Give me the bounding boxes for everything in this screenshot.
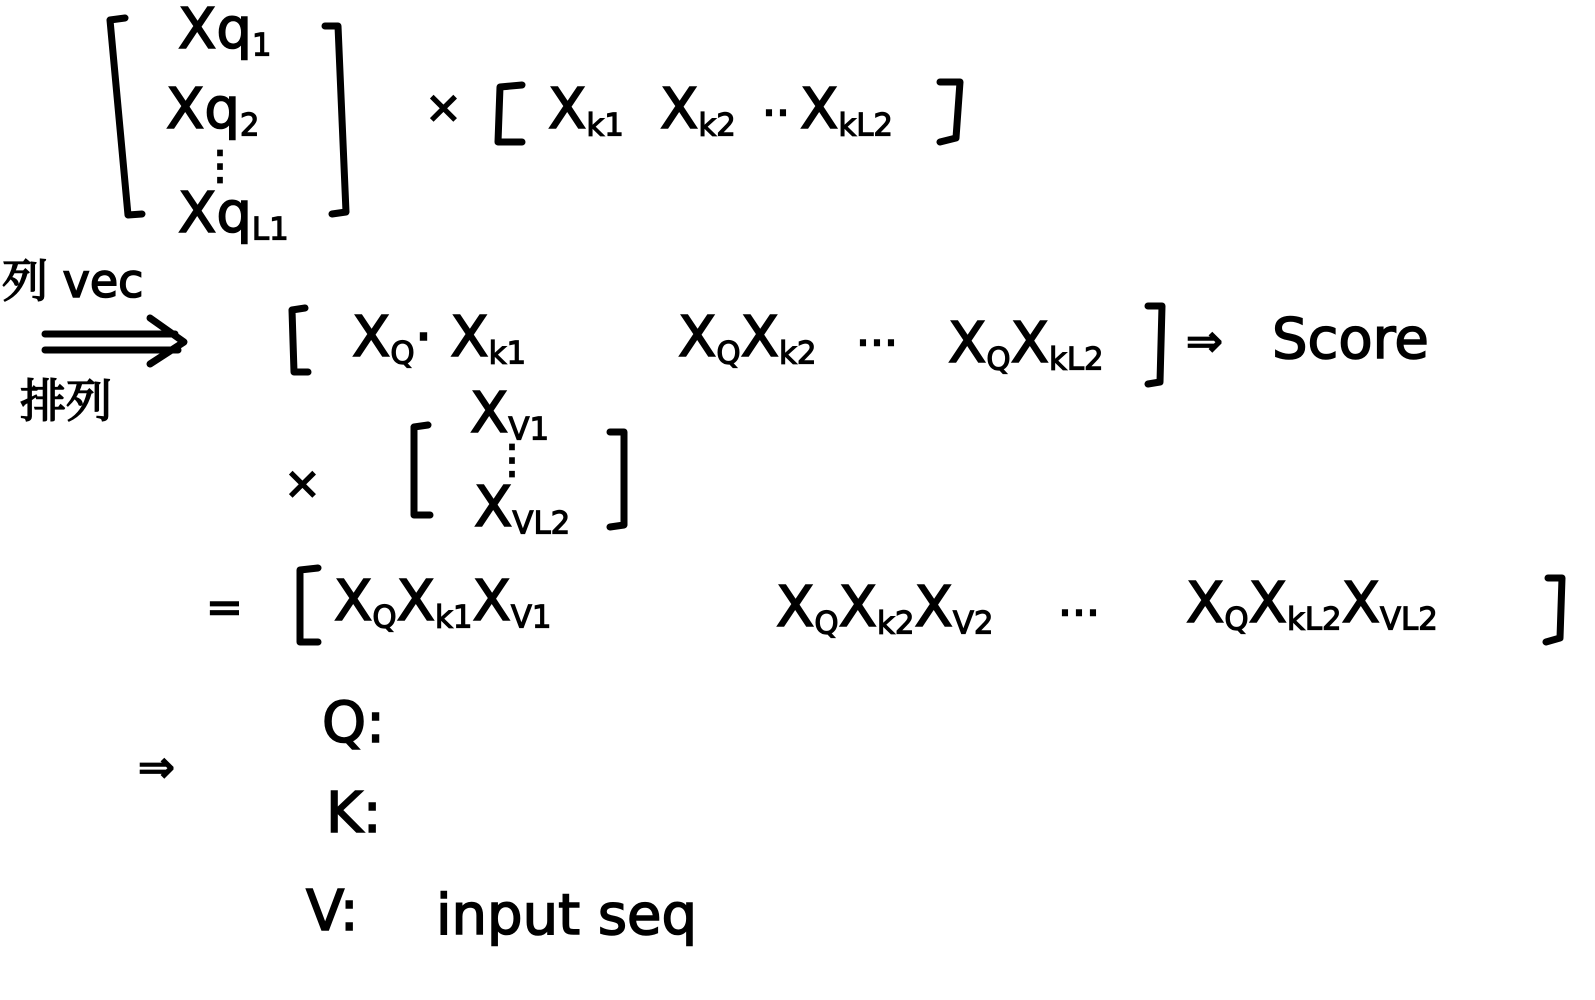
query-row-3: $Xq_{L1}$ [178, 181, 289, 248]
line4-equals: = [206, 582, 243, 633]
double-arrow-head [150, 318, 184, 364]
key-right-bracket [940, 82, 960, 142]
line3-times: × [284, 458, 321, 509]
value-row-2: $X_{VL2}$ [474, 475, 571, 542]
legend-q: Q: [322, 691, 385, 756]
query-row-1: $Xq_1$ [178, 0, 272, 64]
line2-ellipsis: ··· [856, 318, 898, 369]
query-vdots: ⋮ [200, 143, 240, 189]
arrow-label-top: 列 vec [2, 254, 144, 308]
line2-term-3: $X_QX_{kL2}$ [948, 311, 1104, 378]
line2-right-bracket [1148, 306, 1162, 384]
value-left-bracket [414, 425, 430, 515]
value-vdots: ⋮ [492, 437, 532, 483]
query-row-2: $Xq_2$ [166, 77, 260, 144]
arrow-label-bottom: 排列 [20, 374, 112, 428]
key-left-bracket [498, 85, 522, 142]
query-right-bracket [325, 26, 346, 214]
line1-times: × [425, 82, 462, 133]
line4-term-2: $X_QX_{k2}X_{V2}$ [776, 575, 994, 642]
key-1: $X_{k1}$ [548, 77, 624, 144]
line4-left-bracket [300, 568, 318, 642]
key-separator: ·· [762, 88, 790, 139]
value-right-bracket [610, 432, 624, 527]
line2-left-bracket [292, 308, 308, 372]
line4-term-1: $X_QX_{k1}X_{V1}$ [334, 569, 552, 636]
line2-term-1: $X_Q\cdot X_{k1}$ [352, 305, 527, 372]
line4-term-3: $X_QX_{kL2}X_{VL2}$ [1186, 571, 1438, 638]
line2-implies: ⇒ [1186, 316, 1223, 367]
legend-v-desc: input seq [436, 883, 698, 948]
legend-implies: ⇒ [138, 742, 175, 793]
legend-v: V: [306, 879, 359, 944]
line4-right-bracket [1546, 578, 1562, 642]
line2-term-2: $X_QX_{k2}$ [678, 305, 817, 372]
key-3: $X_{kL2}$ [800, 77, 893, 144]
query-left-bracket [110, 18, 142, 215]
line2-score: Score [1272, 307, 1429, 372]
value-row-1: $X_{V1}$ [470, 381, 550, 448]
key-2: $X_{k2}$ [660, 77, 736, 144]
line4-ellipsis: ··· [1058, 588, 1100, 639]
legend-k: K: [326, 781, 382, 846]
